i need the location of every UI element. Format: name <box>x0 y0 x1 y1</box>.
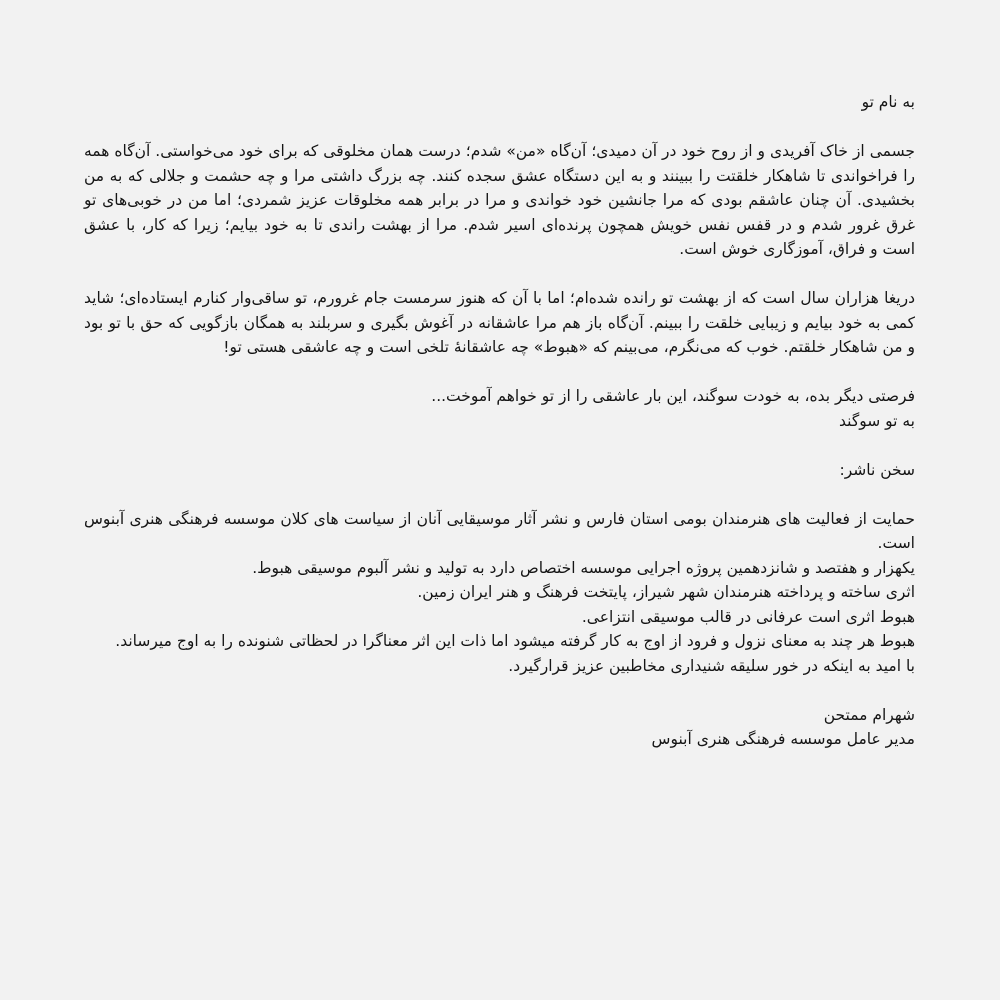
paragraph-regret: دریغا هزاران سال است که از بهشت تو رانده شده‌ام؛ اما با آن که هنوز سرمست جام غرورم، تو ساقی‌وار کنارم ایستاده‌ای؛ شاید کمی به خود بیایم و زیبایی خلقت را ببینم. آن‌گاه باز هم مرا عاشقانه در آغوش بگیری و سربلند به همگان بازگویی که حق با تو بود و من شاهکار خلقتم. خوب که می‌نگرم، می‌بینم که «هبوط» چه عاشقانهٔ تلخی است و چه عاشقی هستی تو! <box>84 289 915 356</box>
publisher-heading: سخن ناشر: <box>839 460 915 479</box>
paragraph-oath-closing: به تو سوگند <box>839 411 915 430</box>
publisher-note <box>84 507 915 679</box>
paragraph-oath-line: فرصتی دیگر بده، به خودت سوگند، این بار عاشقی را از تو خواهم آموخت... <box>431 387 915 405</box>
publisher-note-line: حمایت از فعالیت های هنرمندان بومی استان فارس و نشر آثار موسیقایی آنان از سیاست های کلان موسسه فرهنگی هنری آبنوس است. <box>84 509 915 552</box>
document-title: به نام تو <box>861 93 915 111</box>
publisher-note-line: هبوط اثری است عرفانی در قالب موسیقی انتزاعی. <box>581 607 915 626</box>
publisher-note-line: یکهزار و هفتصد و شانزدهمین پروژه اجرایی موسسه اختصاص دارد به تولید و نشر آلبوم موسیقی هبوط. <box>252 558 915 577</box>
publisher-note-line: اثری ساخته و پرداخته هنرمندان شهر شیراز، پایتخت فرهنگ و هنر ایران زمین. <box>417 583 915 601</box>
publisher-note-line: هبوط هر چند به معنای نزول و فرود از اوج به کار گرفته میشود اما ذات این اثر معناگرا در لحظاتی شنونده را به اوج میرساند. <box>115 632 915 650</box>
signature-block <box>84 703 915 752</box>
signature-name: شهرام ممتحن <box>823 705 915 724</box>
paragraph-intro: جسمی از خاک آفریدی و از روح خود در آن دمیدی؛ آن‌گاه «من» شدم؛ درست همان مخلوقی که برای خود می‌خواستی. آن‌گاه همه را فراخواندی تا شاهکار خلقتت را ببینند و به این دستگاه عشق سجده کنند. چه بزرگ داشتی مرا و چه حشمت و جلالی که به من بخشیدی. آن چنان عاشقم بودی که مرا جانشین خود خواندی و مرا در برابر همه مخلوقات عزیز شمردی؛ اما من در خوبی‌های تو غرق غرور شدم و در قفس نفس خویش همچون پرنده‌ای اسیر شدم. مرا از بهشت راندی تا به خود بیایم؛ زیرا که کار، با عشق است و فراق، آموزگاری خوش است. <box>84 142 915 258</box>
signature-title: مدیر عامل موسسه فرهنگی هنری آبنوس <box>651 730 915 748</box>
publisher-note-line: با امید به اینکه در خور سلیقه شنیداری مخاطبین عزیز قرارگیرد. <box>508 656 915 675</box>
document-page <box>84 90 915 970</box>
